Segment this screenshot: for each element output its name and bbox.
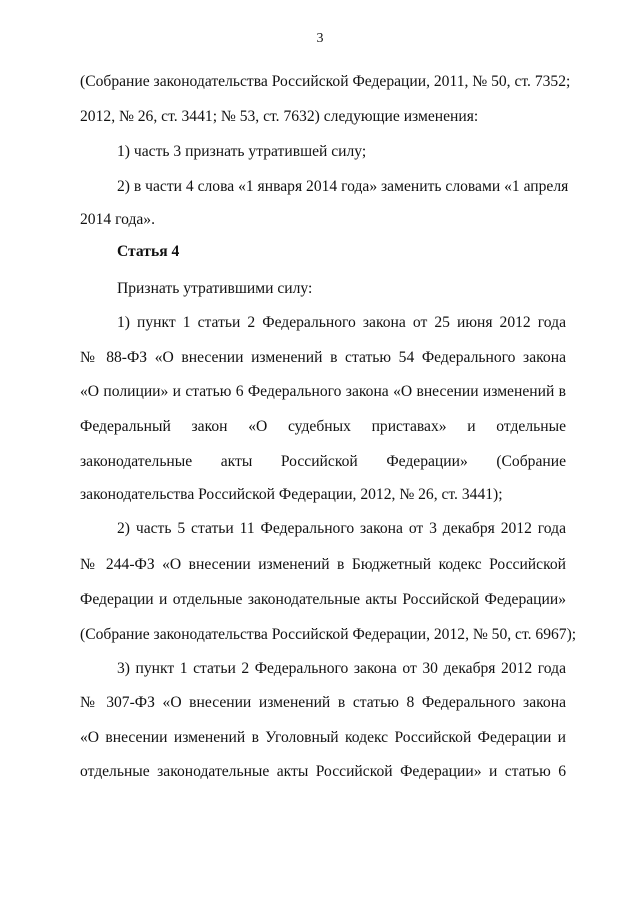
text-line: (Собрание законодательства Российской Федерации, 2012, № 50, ст. 6967); xyxy=(80,626,577,643)
text-line: «О внесении изменений в Уголовный кодекс Российской Федерации и xyxy=(80,729,566,746)
text-line: отдельные законодательные акты Российской Федерации» и статью 6 xyxy=(80,763,566,780)
text-line: (Собрание законодательства Российской Федерации, 2011, № 50, ст. 7352; xyxy=(80,73,571,90)
text-line: законодательные акты Российской Федерации» (Собрание xyxy=(80,453,566,470)
page-number: 3 xyxy=(316,31,324,46)
text-line: № 244-ФЗ «О внесении изменений в Бюджетный кодекс Российской xyxy=(80,556,566,573)
text-line: № 307-ФЗ «О внесении изменений в статью 8 Федерального закона xyxy=(80,694,566,711)
text-line: 3) пункт 1 статьи 2 Федерального закона от 30 декабря 2012 года xyxy=(117,660,566,677)
text-line: Федерации и отдельные законодательные акты Российской Федерации» xyxy=(80,591,566,608)
text-line: законодательства Российской Федерации, 2012, № 26, ст. 3441); xyxy=(80,486,503,503)
text-line: 2014 года». xyxy=(80,211,155,228)
text-line: «О полиции» и статью 6 Федерального закона «О внесении изменений в xyxy=(80,383,566,400)
article-heading: Статья 4 xyxy=(117,243,180,260)
text-line: 1) часть 3 признать утратившей силу; xyxy=(117,143,367,160)
text-line: № 88-ФЗ «О внесении изменений в статью 54 Федерального закона xyxy=(80,349,566,366)
text-line: 2012, № 26, ст. 3441; № 53, ст. 7632) следующие изменения: xyxy=(80,108,479,125)
text-line: Признать утратившими силу: xyxy=(117,280,313,297)
text-line: 2) часть 5 статьи 11 Федерального закона от 3 декабря 2012 года xyxy=(117,520,566,537)
text-line: 2) в части 4 слова «1 января 2014 года» заменить словами «1 апреля xyxy=(117,178,569,195)
text-line: Федеральный закон «О судебных приставах» и отдельные xyxy=(80,418,566,435)
text-line: 1) пункт 1 статьи 2 Федерального закона от 25 июня 2012 года xyxy=(117,314,566,331)
